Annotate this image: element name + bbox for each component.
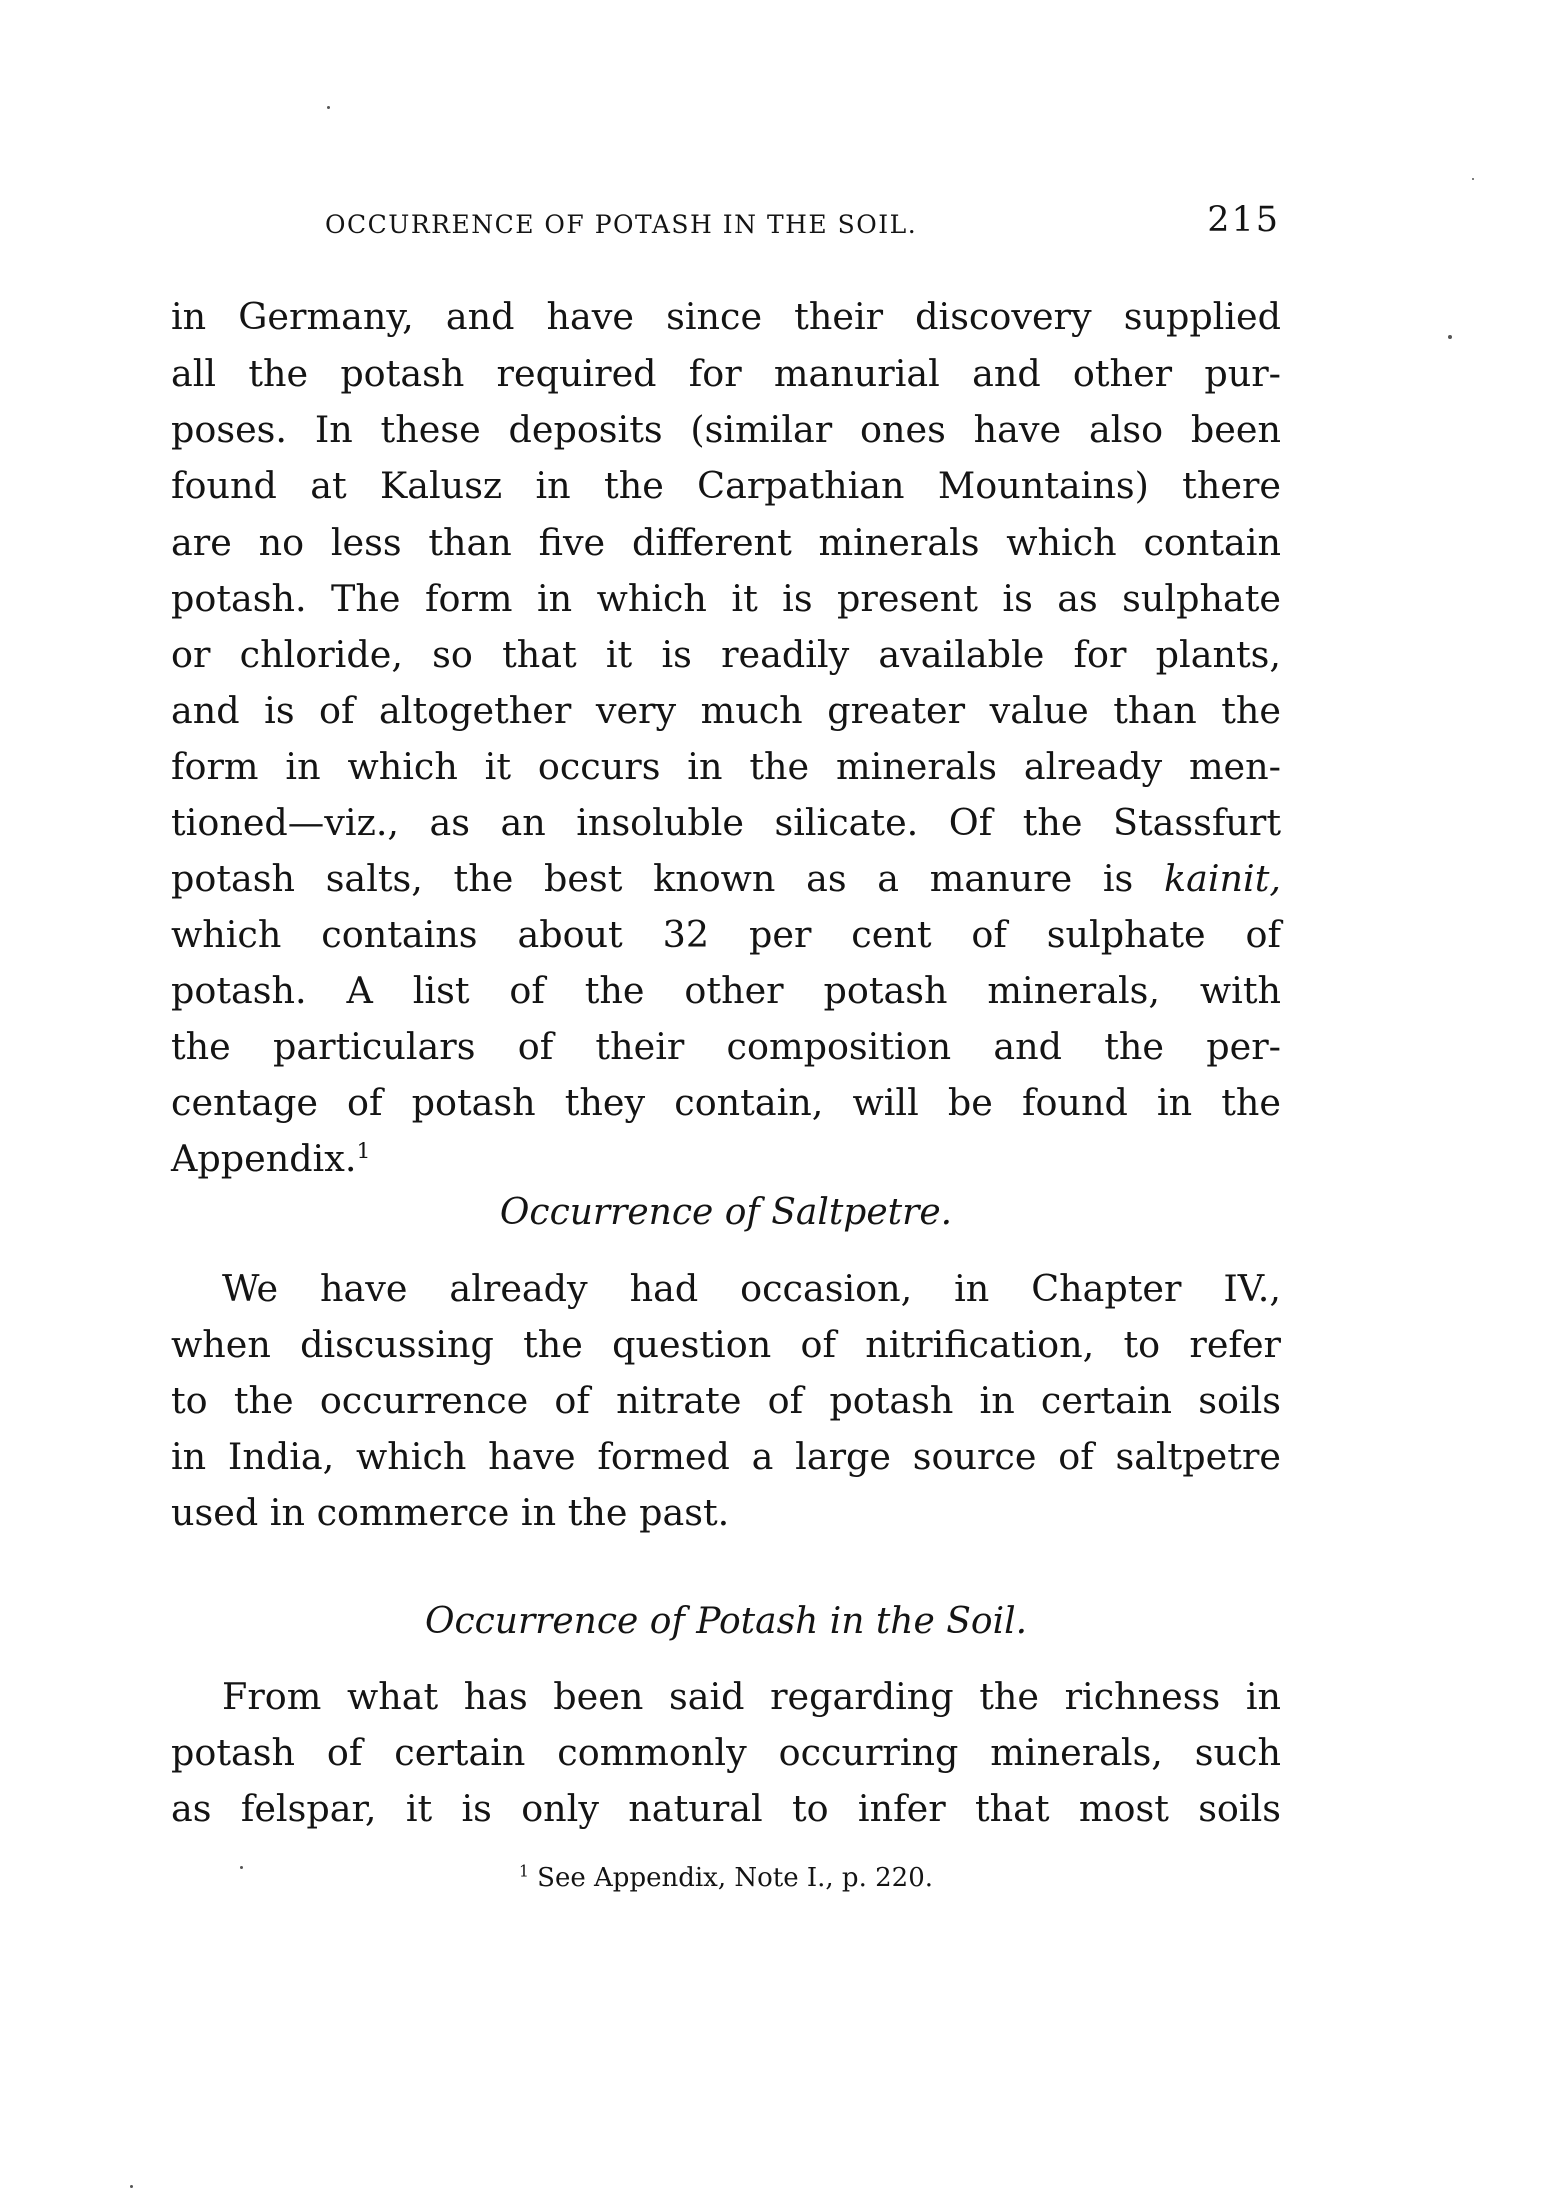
running-title: OCCURRENCE OF POTASH IN THE SOIL. [325, 210, 918, 239]
scan-speck [130, 2185, 133, 2188]
footnote-reference: 1 [356, 1138, 371, 1164]
section-heading-potash-in-soil: Occurrence of Potash in the Soil. [424, 1601, 1028, 1642]
text-line: in India, which have formed a large source of saltpetre [171, 1435, 1281, 1478]
text-line: the particulars of their composition and the per- [171, 1025, 1281, 1068]
text-segment: Appendix. [171, 1137, 357, 1180]
scan-speck [240, 1866, 243, 1869]
text-line: which contains about 32 per cent of sulphate of [171, 913, 1281, 956]
mineral-name-kainit: kainit, [1163, 857, 1281, 900]
text-line: to the occurrence of nitrate of potash in certain soils [171, 1379, 1281, 1422]
text-line: when discussing the question of nitrification, to refer [171, 1323, 1281, 1366]
text-line: form in which it occurs in the minerals already men- [171, 745, 1281, 788]
text-segment: potash salts, the best known as a manure is [171, 857, 1164, 900]
section-heading-saltpetre: Occurrence of Saltpetre. [499, 1192, 953, 1233]
text-line: found at Kalusz in the Carpathian Mountains) there [171, 464, 1281, 507]
text-line [171, 1134, 1281, 1184]
text-line: From what has been said regarding the richness in [222, 1675, 1281, 1718]
page-header [325, 200, 1280, 248]
text-line: as felspar, it is only natural to infer that most soils [171, 1787, 1281, 1830]
page-number: 215 [1207, 200, 1280, 240]
footnote [171, 1863, 1281, 1893]
text-line [171, 854, 1281, 904]
text-line: and is of altogether very much greater value than the [171, 689, 1281, 732]
text-line: potash. The form in which it is present is as sulphate [171, 577, 1281, 620]
text-line: all the potash required for manurial and other pur- [171, 352, 1281, 395]
text-line: in Germany, and have since their discovery supplied [171, 295, 1281, 338]
text-line: are no less than five different minerals which contain [171, 521, 1281, 564]
scan-speck [327, 106, 330, 109]
scan-speck [1472, 178, 1474, 180]
text-line: or chloride, so that it is readily available for plants, [171, 633, 1281, 676]
text-line: We have already had occasion, in Chapter IV., [222, 1267, 1281, 1310]
scan-speck [1448, 335, 1452, 339]
footnote-marker: 1 [518, 1862, 529, 1881]
text-line: used in commerce in the past. [171, 1491, 730, 1534]
text-line: tioned—viz., as an insoluble silicate. Of the Stassfurt [171, 801, 1281, 844]
text-line: centage of potash they contain, will be found in the [171, 1081, 1281, 1124]
text-line: potash of certain commonly occurring minerals, such [171, 1731, 1281, 1774]
text-line: poses. In these deposits (similar ones have also been [171, 408, 1281, 451]
footnote-text: See Appendix, Note I., p. 220. [528, 1863, 933, 1893]
text-line: potash. A list of the other potash minerals, with [171, 969, 1281, 1012]
